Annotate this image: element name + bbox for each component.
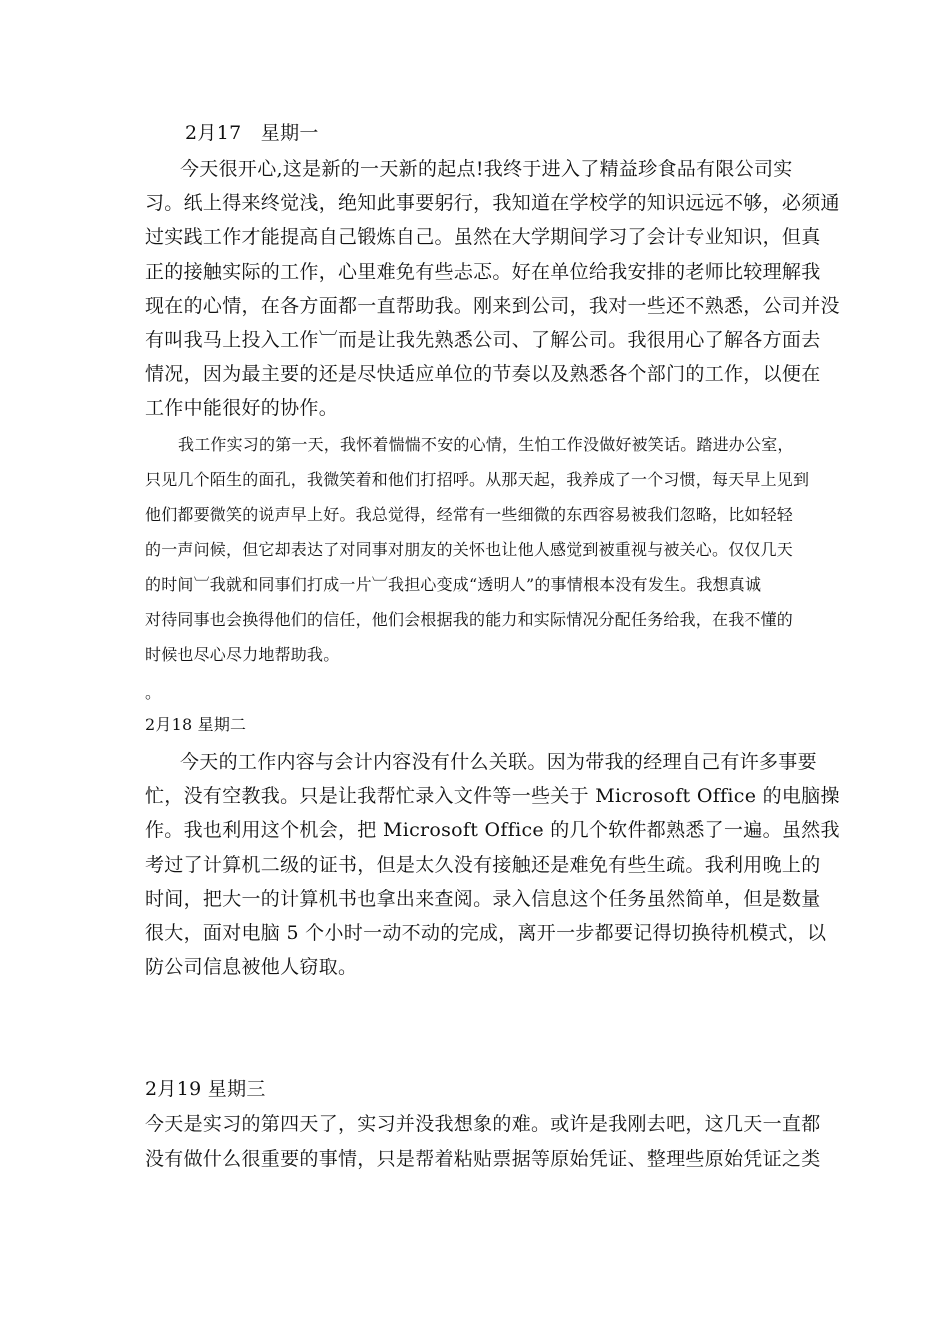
paragraph-line: 今天很开心,这是新的一天新的起点!我终于进入了精益珍食品有限公司实 xyxy=(180,158,793,180)
entry-date: 2月17 星期一 xyxy=(185,122,319,144)
entry-date: 2月18 星期二 xyxy=(145,715,247,734)
paragraph-line: 作。我也利用这个机会，把 Microsoft Office 的几个软件都熟悉了一遍。虽然我 xyxy=(145,819,840,841)
paragraph-line: 对待同事也会换得他们的信任，他们会根据我的能力和实际情况分配任务给我，在我不懂的 xyxy=(145,610,794,629)
paragraph-line: 过实践工作才能提高自己锻炼自己。虽然在大学期间学习了会计专业知识，但真 xyxy=(145,226,821,248)
paragraph-line: 只见几个陌生的面孔，我微笑着和他们打招呼。从那天起，我养成了一个习惯，每天早上见到 xyxy=(145,470,810,489)
paragraph-line: 工作中能很好的协作。 xyxy=(145,397,339,419)
paragraph-line: 时候也尽心尽力地帮助我。 xyxy=(145,645,340,664)
entry-date: 2月19 星期三 xyxy=(145,1078,266,1100)
paragraph-line: 有叫我马上投入工作︺而是让我先熟悉公司、了解公司。我很用心了解各方面去 xyxy=(145,329,821,351)
paragraph-line: 他们都要微笑的说声早上好。我总觉得，经常有一些细微的东西容易被我们忽略，比如轻轻 xyxy=(145,505,794,524)
paragraph-line: 正的接触实际的工作，心里难免有些忐忑。好在单位给我安排的老师比较理解我 xyxy=(145,261,821,283)
paragraph-line: 今天的工作内容与会计内容没有什么关联。因为带我的经理自己有许多事要 xyxy=(180,751,817,773)
paragraph-line: 的时间︺我就和同事们打成一片︺我担心变成“透明人”的事情根本没有发生。我想真诚 xyxy=(145,575,762,594)
paragraph-line: 忙，没有空教我。只是让我帮忙录入文件等一些关于 Microsoft Office 的电脑操 xyxy=(145,785,840,807)
paragraph-line: 习。纸上得来终觉浅，绝知此事要躬行，我知道在学校学的知识远远不够，必须通 xyxy=(145,192,840,214)
paragraph-line: 考过了计算机二级的证书，但是太久没有接触还是难免有些生疏。我利用晚上的 xyxy=(145,854,821,876)
paragraph-line: 时间，把大一的计算机书也拿出来查阅。录入信息这个任务虽然简单，但是数量 xyxy=(145,888,821,910)
paragraph-line: 现在的心情，在各方面都一直帮助我。刚来到公司，我对一些还不熟悉，公司并没 xyxy=(145,295,840,317)
paragraph-line: 情况，因为最主要的还是尽快适应单位的节奏以及熟悉各个部门的工作，以便在 xyxy=(145,363,821,385)
paragraph-line: 我工作实习的第一天，我怀着惴惴不安的心情，生怕工作没做好被笑话。踏进办公室， xyxy=(178,435,794,454)
paragraph-tail-mark: 。 xyxy=(145,683,162,702)
paragraph-line: 很大，面对电脑 5 个小时一动不动的完成，离开一步都要记得切换待机模式，以 xyxy=(145,922,827,944)
paragraph-line: 的一声问候，但它却表达了对同事对朋友的关怀也让他人感觉到被重视与被关心。仅仅几天 xyxy=(145,540,794,559)
paragraph-line: 没有做什么很重要的事情，只是帮着粘贴票据等原始凭证、整理些原始凭证之类 xyxy=(145,1148,821,1170)
paragraph-line: 防公司信息被他人窃取。 xyxy=(145,956,358,978)
paragraph-line: 今天是实习的第四天了，实习并没我想象的难。或许是我刚去吧，这几天一直都 xyxy=(145,1113,821,1135)
